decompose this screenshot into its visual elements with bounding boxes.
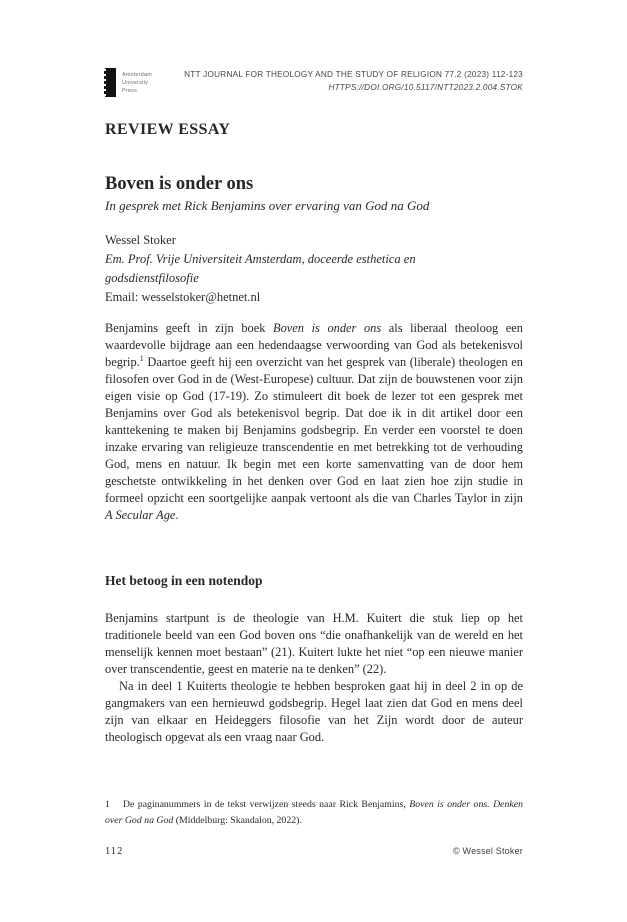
aup-logo-text [122,68,152,95]
author-name: Wessel Stoker [105,233,176,247]
section-heading: Het betoog in een notendop [105,573,263,588]
masthead [105,68,523,97]
author-affiliation-line2: godsdienstfilosofie [105,271,199,285]
page-footer [105,846,523,857]
footnote-text: De paginanummers in de tekst verwijzen steeds naar Rick Benjamins, Boven is onder ons. Denken over God na God (Middelburg: Skandalon, 2022). [105,799,523,826]
paragraph: Benjamins startpunt is de theologie van H.M. Kuitert die stuk liep op het traditionele beeld van een God boven ons “die onafhankelijk van de wereld en het menselijk kennen moet bestaan” (21). Kuitert lukte het niet “op een nieuwe manier over transcendentie, geest en materie na te denken” (22). [105,611,523,676]
paragraph: Na in deel 1 Kuiterts theologie te hebben besproken gaat hij in deel 2 in op de gangmakers van een hernieuwd godsbegrip. Hegel laat zien dat God en mens deel zijn van elkaar en Heideggers filosofie van het Zijn wordt door de auteur theologisch opgevat als een vraag naar God. [105,679,523,744]
aup-logo [105,68,152,97]
logo-line-3: Press [122,88,138,94]
aup-logo-mark-icon [105,68,116,97]
article-title: Boven is onder ons [105,174,254,194]
footnote [105,797,523,828]
article-subtitle: In gesprek met Rick Benjamins over ervaring van God na God [105,198,430,213]
paragraph: Benjamins geeft in zijn boek Boven is onder ons als liberaal theoloog een waardevolle bijdrage aan een hedendaagse verwoording van God als betekenisvol begrip.$^1$ Daartoe geeft hij een overzicht van het gesprek van (liberale) theologen en filosofen over God in de (West-Europese) cultuur. Dat zijn de bouwstenen voor zijn eigen visie op God (17-19). Zo stimuleert dit boek de lezer tot een gesprek met Benjamins over God als betekenisvol begrip. Dat doe ik in dit artikel door een kanttekening te maken bij Benjamins godsbegrip. En verder een voorstel te doen inzake ervaring van religieuze transcendentie en met betrekking tot de verhouding God, mens en natuur. Ik begin met een korte samenvatting van de door hem geschetste ontwikkeling in het denken over God en laat zien hoe zijn studie in formeel opzicht een soortgelijke aanpak vertoont als die van Charles Taylor in zijn A Secular Age. [105,321,523,522]
journal-citation: NTT JOURNAL FOR THEOLOGY AND THE STUDY OF RELIGION 77.2 (2023) 112-123 [184,70,523,79]
doi-link: HTTPS://DOI.ORG/10.5117/NTT2023.2.004.STOK [328,83,523,92]
section-paragraph-block [105,610,523,746]
logo-line-2: University [122,80,149,86]
intro-paragraph-block [105,320,523,524]
author-block [105,231,416,307]
logo-line-1: Amsterdam [122,72,152,78]
footnote-number: 1 [105,799,110,810]
copyright-notice: © Wessel Stoker [453,846,523,856]
author-affiliation-line1: Em. Prof. Vrije Universiteit Amsterdam, doceerde esthetica en [105,252,416,266]
author-email: Email: wesselstoker@hetnet.nl [105,290,261,304]
page-number: 112 [105,846,124,857]
article-type-label: REVIEW ESSAY [105,121,231,138]
journal-info [184,68,523,94]
